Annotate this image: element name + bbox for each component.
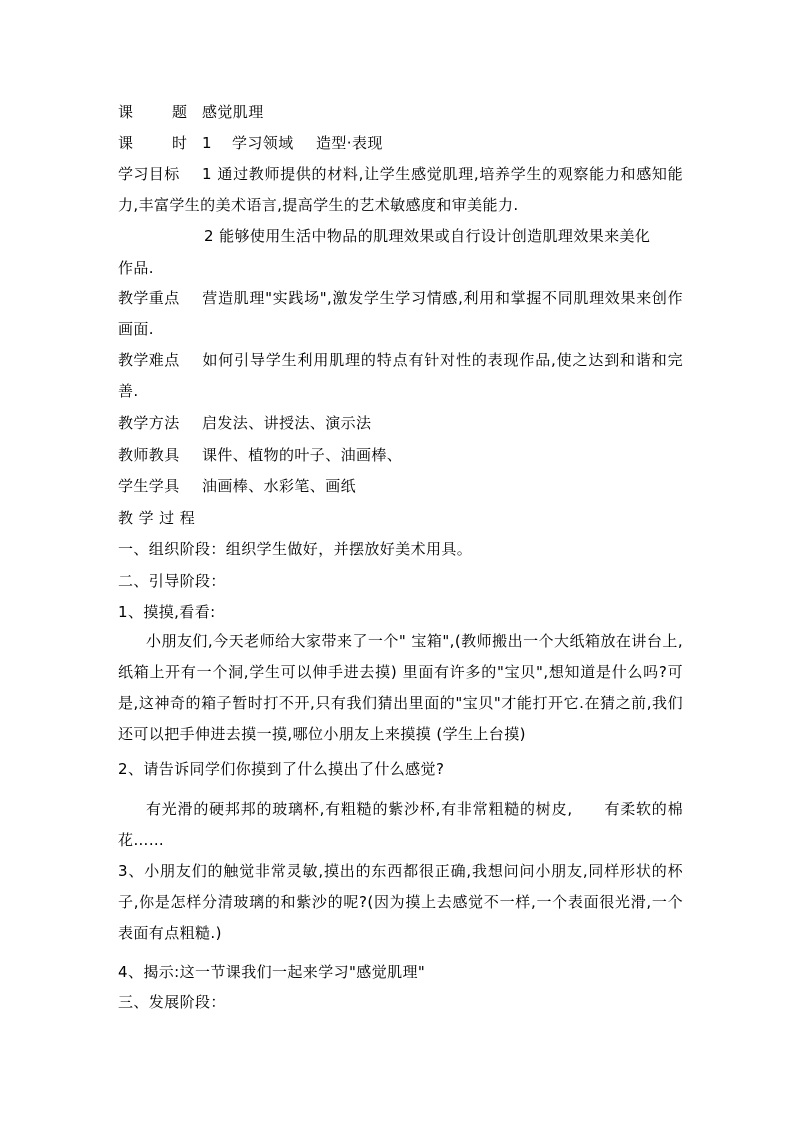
step-4-reveal: 4、揭示:这一节课我们一起来学习"感觉肌理"	[118, 963, 426, 981]
methods-row	[118, 413, 371, 433]
key-points-label: 教学重点	[118, 289, 180, 307]
period-row	[118, 133, 383, 153]
methods-label: 教学方法	[118, 414, 180, 432]
student-tools-label: 学生学具	[118, 477, 180, 495]
process-title: 教 学 过 程	[118, 509, 196, 527]
topic-label-char-2: 题	[172, 103, 188, 121]
step-2-title: 2、请告诉同学们你摸到了什么摸出了什么感觉?	[118, 760, 445, 778]
period-label-char-1: 课	[118, 134, 134, 152]
objectives-label: 学习目标	[118, 165, 180, 183]
topic-value: 感觉肌理	[202, 103, 264, 121]
key-points-text: 营造肌理"实践场",激发学生学习情感,利用和掌握不同肌理效果来创作画面.	[118, 289, 683, 338]
difficulties-label: 教学难点	[118, 351, 180, 369]
student-tools-row	[118, 476, 356, 496]
objectives-item-2-line-1: 2 能够使用生活中物品的肌理效果或自行设计创造肌理效果来美化	[204, 227, 651, 245]
domain-value: 造型·表现	[316, 134, 383, 152]
step-1-paragraph: 小朋友们,今天老师给大家带来了一个" 宝箱",(教师搬出一个大纸箱放在讲台上,纸箱上开有一个洞,学生可以伸手进去摸) 里面有许多的"宝贝",想知道是什么吗?可是,这神奇的箱子暂时打不开,只有我们猜出里面的"宝贝"才能打开它.在猜之前,我们还可以把手伸进去摸一摸,哪位小朋友上来摸摸 (学生上台摸)	[118, 632, 683, 743]
key-points-section	[118, 283, 683, 345]
domain-label: 学习领域	[232, 134, 294, 152]
teacher-tools-value: 课件、植物的叶子、油画棒、	[202, 446, 403, 464]
teacher-tools-label: 教师教具	[118, 446, 180, 464]
objectives-item-2-line-2: 作品.	[118, 259, 154, 277]
teacher-tools-row	[118, 445, 402, 465]
stage-1-organize: 一、组织阶段：组织学生做好，并摆放好美术用具。	[118, 540, 473, 558]
step-2-paragraph: 有光滑的硬邦邦的玻璃杯,有粗糙的紫沙杯,有非常粗糙的树皮, 有柔软的棉花……	[118, 800, 683, 849]
period-value: 1	[202, 134, 212, 152]
topic-row	[118, 102, 264, 122]
student-tools-value: 油画棒、水彩笔、画纸	[202, 477, 357, 495]
objectives-item-1	[118, 159, 683, 221]
topic-label-char-1: 课	[118, 103, 134, 121]
step-3-paragraph: 3、小朋友们的触觉非常灵敏,摸出的东西都很正确,我想问问小朋友,同样形状的杯子,你是怎样分清玻璃的和紫沙的呢?(因为摸上去感觉不一样,一个表面很光滑,一个表面有点粗糙.)	[118, 862, 683, 942]
stage-3-develop: 三、发展阶段：	[118, 993, 226, 1011]
stage-2-guide: 二、引导阶段：	[118, 572, 226, 590]
step-1-title: 1、摸摸,看看:	[118, 603, 216, 621]
difficulties-text: 如何引导学生利用肌理的特点有针对性的表现作品,使之达到和谐和完善.	[118, 351, 683, 400]
difficulties-section	[118, 345, 683, 407]
methods-value: 启发法、讲授法、演示法	[202, 414, 372, 432]
objectives-item-1-text: 1 通过教师提供的材料,让学生感觉肌理,培养学生的观察能力和感知能力,丰富学生的美术语言,提高学生的艺术敏感度和审美能力.	[118, 165, 683, 214]
period-label-char-2: 时	[172, 134, 188, 152]
